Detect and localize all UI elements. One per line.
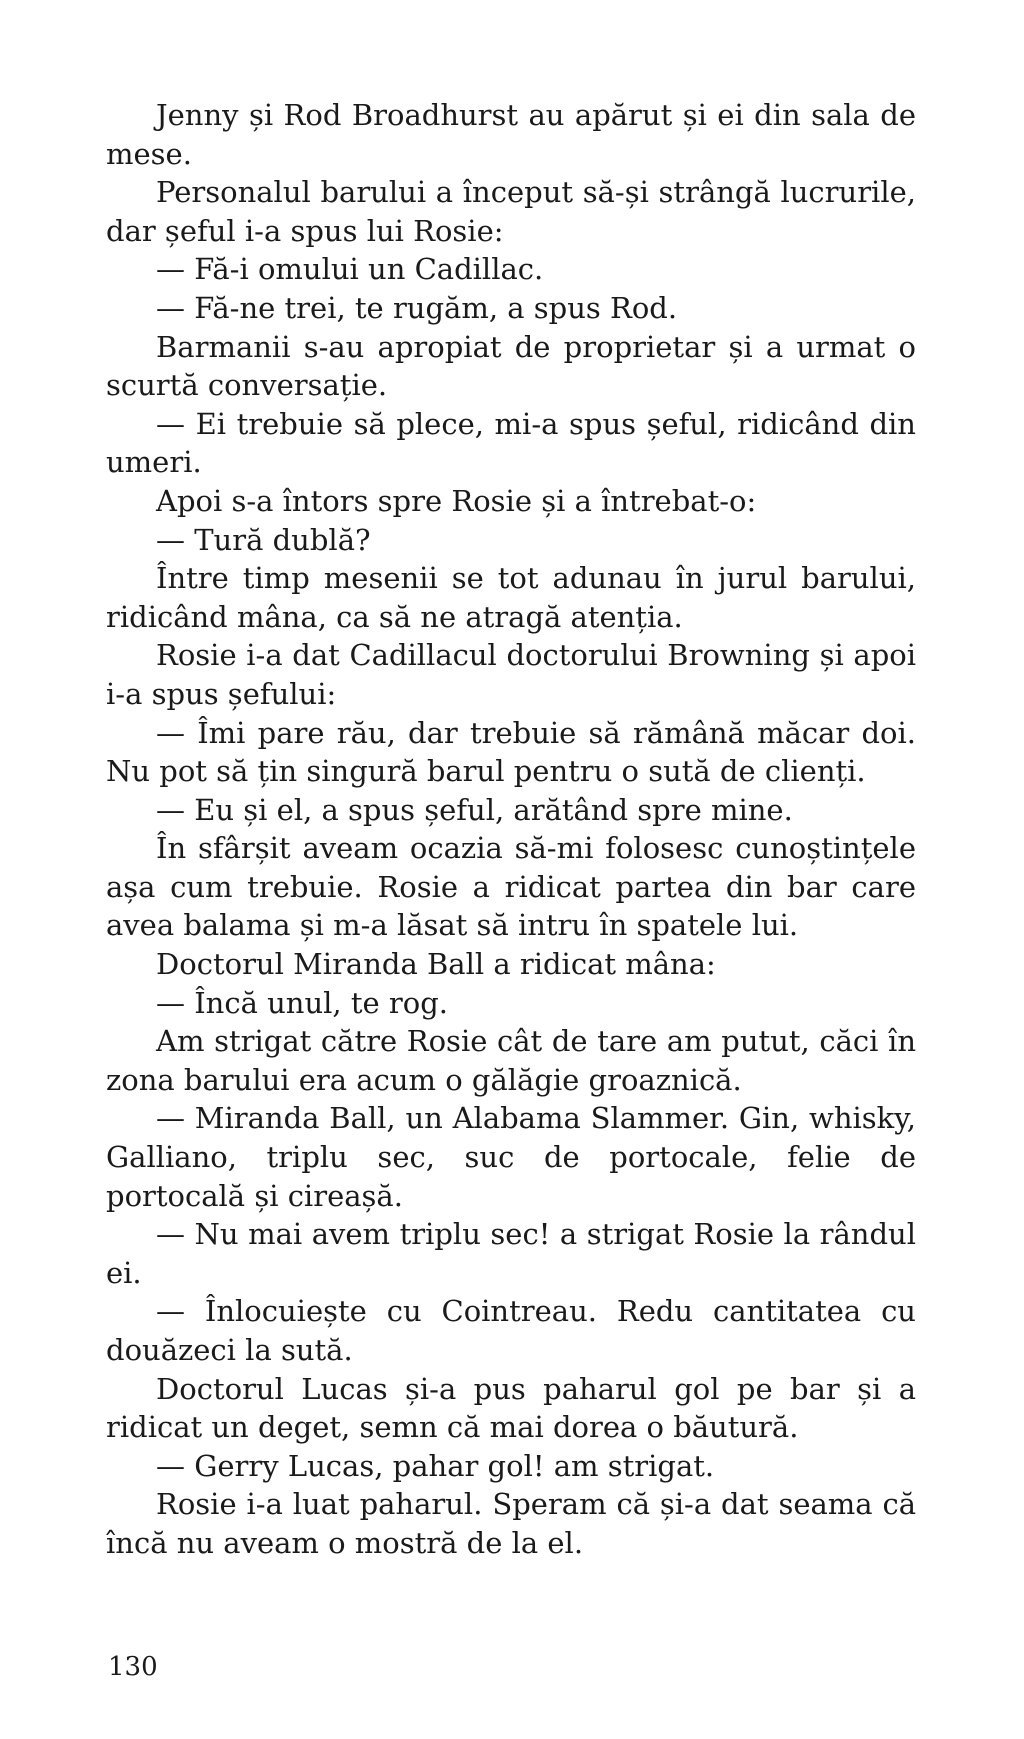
paragraph-12: — Eu și el, a spus șeful, arătând spre mine.	[156, 792, 793, 827]
paragraph-3: — Fă-i omului un Cadillac.	[156, 252, 544, 287]
paragraph-8: — Tură dublă?	[156, 522, 371, 557]
paragraph-18: — Nu mai avem triplu sec! a strigat Rosie la rândul ei.	[106, 1217, 916, 1290]
body-text	[106, 96, 916, 1563]
paragraph-11: — Îmi pare rău, dar trebuie să rămână măcar doi. Nu pot să țin singură barul pentru o sută de clienți.	[106, 715, 916, 789]
paragraph-6: — Ei trebuie să plece, mi-a spus șeful, ridicând din umeri.	[106, 406, 916, 480]
page-number: 130	[108, 1652, 158, 1682]
paragraph-22: Rosie i-a luat paharul. Speram că și-a dat seama că încă nu aveam o mostră de la el.	[106, 1487, 916, 1560]
paragraph-17: — Miranda Ball, un Alabama Slammer. Gin, whisky, Galliano, triplu sec, suc de portocale, felie de portocală și cireașă.	[106, 1101, 916, 1213]
paragraph-15: — Încă unul, te rog.	[156, 985, 448, 1020]
paragraph-2: Personalul barului a început să-și strângă lucrurile, dar șeful i-a spus lui Rosie:	[106, 175, 916, 248]
paragraph-4: — Fă-ne trei, te rugăm, a spus Rod.	[156, 290, 678, 325]
paragraph-16: Am strigat către Rosie cât de tare am putut, căci în zona barului era acum o gălăgie groaznică.	[106, 1024, 916, 1097]
paragraph-13: În sfârșit aveam ocazia să-mi folosesc cunoștințele așa cum trebuie. Rosie a ridicat partea din bar care avea balama și m-a lăsat să intru în spatele lui.	[106, 831, 916, 943]
paragraph-10: Rosie i-a dat Cadillacul doctorului Browning și apoi i-a spus șefului:	[106, 638, 916, 711]
paragraph-5: Barmanii s-au apropiat de proprietar și a urmat o scurtă conversație.	[106, 329, 916, 403]
paragraph-19: — Înlocuiește cu Cointreau. Redu cantitatea cu douăzeci la sută.	[106, 1294, 916, 1367]
paragraph-21: — Gerry Lucas, pahar gol! am strigat.	[156, 1448, 715, 1483]
paragraph-1: Jenny și Rod Broadhurst au apărut și ei din sala de mese.	[106, 98, 916, 171]
paragraph-7: Apoi s-a întors spre Rosie și a întrebat-o:	[156, 483, 757, 518]
paragraph-9: Între timp mesenii se tot adunau în jurul barului, ridicând mâna, ca să ne atragă atenția.	[106, 561, 916, 634]
paragraph-20: Doctorul Lucas și-a pus paharul gol pe bar și a ridicat un deget, semn că mai dorea o băutură.	[106, 1371, 916, 1445]
paragraph-14: Doctorul Miranda Ball a ridicat mâna:	[156, 947, 716, 982]
